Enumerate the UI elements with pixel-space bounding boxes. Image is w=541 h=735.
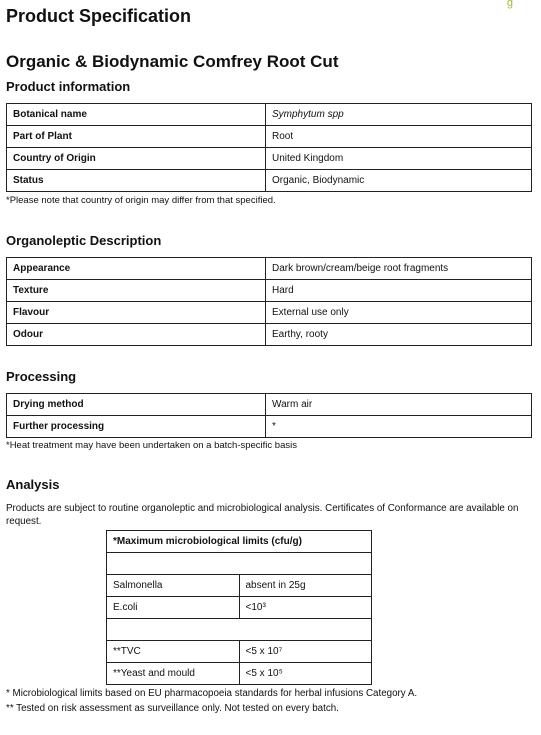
table-row: [7, 170, 532, 192]
table-row: [7, 302, 532, 324]
empty-row-cell: [107, 553, 372, 575]
row-value: Root: [266, 126, 532, 148]
table-row: [7, 126, 532, 148]
product-name: Organic & Biodynamic Comfrey Root Cut: [6, 52, 339, 71]
processing-table: [6, 393, 532, 438]
row-label: Status: [7, 170, 266, 192]
row-value: Dark brown/cream/beige root fragments: [266, 258, 532, 280]
document-title: Product Specification: [6, 6, 192, 26]
product-information-table: [6, 103, 532, 192]
empty-row-cell: [107, 619, 372, 641]
row-value: United Kingdom: [266, 148, 532, 170]
footnote-risk-assessment: ** Tested on risk assessment as surveillance only. Not tested on every batch.: [6, 703, 339, 714]
organism-limit: <5 x 10⁷: [239, 641, 372, 663]
table-row: [7, 416, 532, 438]
row-label: Odour: [7, 324, 266, 346]
table-row: [107, 597, 372, 619]
organism-name: **Yeast and mould: [107, 663, 240, 685]
row-value: Symphytum spp: [266, 104, 532, 126]
row-label: Part of Plant: [7, 126, 266, 148]
table-row: [107, 663, 372, 685]
organism-name: E.coli: [107, 597, 240, 619]
origin-note: *Please note that country of origin may differ from that specified.: [6, 195, 276, 206]
row-label: Country of Origin: [7, 148, 266, 170]
table-row: [107, 641, 372, 663]
row-label: Drying method: [7, 394, 266, 416]
table-row: [107, 553, 372, 575]
table-row: [7, 280, 532, 302]
processing-heading: Processing: [6, 369, 77, 384]
table-row: [7, 104, 532, 126]
table-row: [107, 619, 372, 641]
analysis-text: Products are subject to routine organoleptic and microbiological analysis. Certificates of Conformance are available on request.: [6, 503, 519, 527]
table-row: [7, 324, 532, 346]
row-label: Flavour: [7, 302, 266, 324]
organoleptic-table: [6, 257, 532, 346]
footnote-microbiological: * Microbiological limits based on EU pharmacopoeia standards for herbal infusions Category A.: [6, 688, 418, 699]
heat-treatment-note: *Heat treatment may have been undertaken on a batch-specific basis: [6, 440, 297, 451]
row-label: Further processing: [7, 416, 266, 438]
row-value: Organic, Biodynamic: [266, 170, 532, 192]
organism-limit: absent in 25g: [239, 575, 372, 597]
row-value: *: [266, 416, 532, 438]
organism-name: **TVC: [107, 641, 240, 663]
row-value: Hard: [266, 280, 532, 302]
corner-logo-fragment: g: [506, 0, 513, 9]
table-row: [7, 148, 532, 170]
row-value: External use only: [266, 302, 532, 324]
row-label: Appearance: [7, 258, 266, 280]
table-row: [107, 575, 372, 597]
table-header-row: [107, 531, 372, 553]
product-information-heading: Product information: [6, 79, 131, 94]
table-row: [7, 394, 532, 416]
table-row: [7, 258, 532, 280]
organism-limit: <10³: [239, 597, 372, 619]
row-label: Texture: [7, 280, 266, 302]
analysis-heading: Analysis: [6, 477, 60, 492]
microbiological-limits-table: [106, 530, 372, 685]
row-value: Warm air: [266, 394, 532, 416]
row-value: Earthy, rooty: [266, 324, 532, 346]
organism-name: Salmonella: [107, 575, 240, 597]
organism-limit: <5 x 10⁵: [239, 663, 372, 685]
organoleptic-heading: Organoleptic Description: [6, 233, 162, 248]
micro-table-header: *Maximum microbiological limits (cfu/g): [107, 531, 372, 553]
row-label: Botanical name: [7, 104, 266, 126]
